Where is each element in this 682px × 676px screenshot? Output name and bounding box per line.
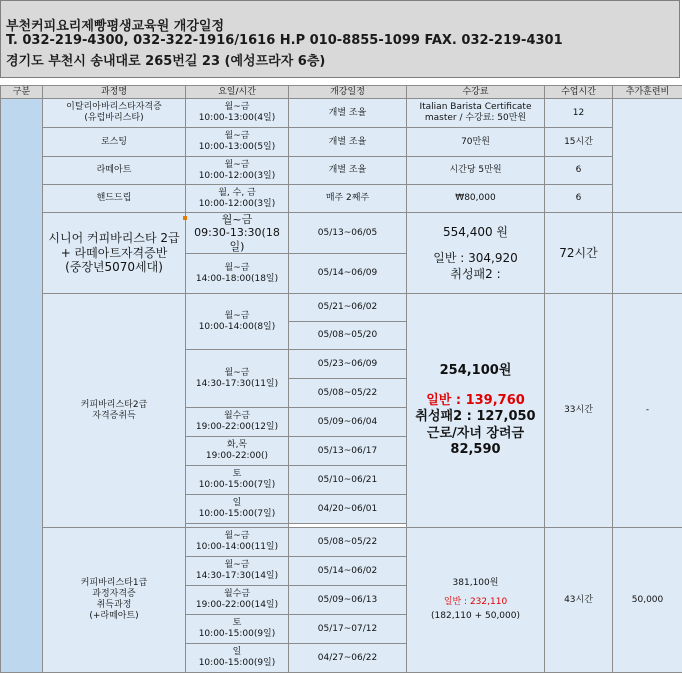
schedule-table	[0, 85, 682, 673]
course-hours: 72시간	[545, 213, 613, 294]
course-start: 개별 조율	[289, 128, 407, 157]
fee-main: 381,100원	[452, 577, 499, 588]
course-time: 월수금 19:00-22:00(12일)	[186, 408, 289, 437]
course-start: 05/10~06/21	[289, 466, 407, 495]
course-start: 05/13~06/17	[289, 437, 407, 466]
course-fee: 시간당 5만원	[407, 157, 545, 185]
course-start: 05/09~06/13	[289, 586, 407, 615]
course-fee: 70만원	[407, 128, 545, 157]
course-time: 월~금 14:30-17:30(11일)	[186, 350, 289, 408]
course-start: 05/17~07/12	[289, 615, 407, 644]
course-time: 월~금 14:00-18:00(18일)	[186, 254, 289, 294]
schedule-header	[0, 0, 680, 78]
fee-main: 254,100원	[439, 362, 512, 378]
table-row	[1, 99, 682, 128]
course-time: 월~금 09:30-13:30(18일)	[186, 213, 289, 254]
fee-type2: 취성패2 :	[450, 267, 501, 282]
course-fee	[407, 294, 545, 528]
course-time: 월~금 10:00-12:00(3일)	[186, 157, 289, 185]
course-time: 월~금 10:00-14:00(11일)	[186, 528, 289, 557]
course-name: 이탈리아바리스타자격증 (유럽바리스타)	[43, 99, 186, 128]
course-start: 매주 2째주	[289, 185, 407, 213]
course-time: 월, 수, 금 10:00-12:00(3일)	[186, 185, 289, 213]
extra-cell: 50,000	[613, 528, 682, 673]
course-start: 05/09~06/04	[289, 408, 407, 437]
course-time: 토 10:00-15:00(9일)	[186, 615, 289, 644]
category-cell	[1, 99, 43, 673]
course-name: 라떼아트	[43, 157, 186, 185]
course-time: 화,목 19:00-22:00()	[186, 437, 289, 466]
fee-main: 554,400 원	[442, 224, 509, 239]
table-row	[1, 128, 682, 157]
course-fee: Italian Barista Certificate master / 수강료: 50만원	[407, 99, 545, 128]
comment-marker	[183, 216, 187, 220]
course-start: 05/23~06/09	[289, 350, 407, 379]
table-header-row	[1, 86, 682, 99]
address: 경기도 부천시 송내대로 265번길 23 (예성프라자 6층)	[6, 54, 326, 69]
course-name: 커피바리스타2급 자격증취득	[43, 294, 186, 528]
page-title: 부천커피요리제빵평생교육원 개강일정	[6, 19, 225, 34]
table-row	[1, 213, 682, 254]
course-hours: 6	[545, 157, 613, 185]
fee-general: 일반 : 304,920	[433, 250, 518, 265]
course-time: 월~금 10:00-13:00(4일)	[186, 99, 289, 128]
course-time: 월~금 10:00-13:00(5일)	[186, 128, 289, 157]
col-header-category: 구분	[1, 86, 43, 99]
table-row	[1, 528, 682, 557]
col-header-hours: 수업시간	[545, 86, 613, 99]
extra-cell: -	[613, 294, 682, 528]
course-start: 개별 조율	[289, 157, 407, 185]
table-row	[1, 185, 682, 213]
extra-cell	[613, 213, 682, 294]
course-start: 05/08~05/22	[289, 528, 407, 557]
course-start: 05/08~05/20	[289, 322, 407, 350]
contact-info: T. 032-219-4300, 032-322-1916/1616 H.P 010-8855-1099 FAX. 032-219-4301	[6, 33, 563, 48]
fee-scholarship: 근로/자녀 장려금	[426, 425, 525, 441]
course-time: 월수금 19:00-22:00(14일)	[186, 586, 289, 615]
course-time: 월~금 14:30-17:30(14일)	[186, 557, 289, 586]
course-start: 05/14~06/09	[289, 254, 407, 294]
course-start: 04/27~06/22	[289, 644, 407, 673]
course-start: 05/14~06/02	[289, 557, 407, 586]
course-start: 05/08~05/22	[289, 379, 407, 408]
course-time: 일 10:00-15:00(7일)	[186, 495, 289, 524]
fee-scholarship-amount: 82,590	[450, 441, 501, 457]
course-hours: 6	[545, 185, 613, 213]
table-row	[1, 157, 682, 185]
course-time: 월~금 10:00-14:00(8일)	[186, 294, 289, 350]
course-name: 로스팅	[43, 128, 186, 157]
col-header-time: 요일/시간	[186, 86, 289, 99]
fee-sub: (182,110 + 50,000)	[431, 610, 520, 621]
col-header-extra: 추가훈련비	[613, 86, 682, 99]
course-fee	[407, 213, 545, 294]
course-fee: ₩80,000	[407, 185, 545, 213]
table-row	[1, 294, 682, 322]
course-start: 05/13~06/05	[289, 213, 407, 254]
course-hours: 33시간	[545, 294, 613, 528]
course-hours: 15시간	[545, 128, 613, 157]
fee-general: 일반 : 232,110	[443, 597, 508, 608]
col-header-start: 개강일정	[289, 86, 407, 99]
course-hours: 12	[545, 99, 613, 128]
course-start: 개별 조율	[289, 99, 407, 128]
fee-general: 일반 : 139,760	[426, 393, 525, 409]
fee-type2: 취성패2 : 127,050	[415, 409, 536, 425]
course-time: 토 10:00-15:00(7일)	[186, 466, 289, 495]
course-name: 커피바리스타1급 과정자격증 취득과정 (+라떼아트)	[43, 528, 186, 673]
course-start: 04/20~06/01	[289, 495, 407, 524]
course-name: 핸드드립	[43, 185, 186, 213]
col-header-course: 과정명	[43, 86, 186, 99]
course-start: 05/21~06/02	[289, 294, 407, 322]
course-name: 시니어 커피바리스타 2급 + 라떼아트자격증반 (중장년5070세대)	[43, 213, 186, 294]
col-header-fee: 수강료	[407, 86, 545, 99]
course-time: 일 10:00-15:00(9일)	[186, 644, 289, 673]
course-hours: 43시간	[545, 528, 613, 673]
course-fee	[407, 528, 545, 673]
extra-cell	[613, 99, 682, 213]
